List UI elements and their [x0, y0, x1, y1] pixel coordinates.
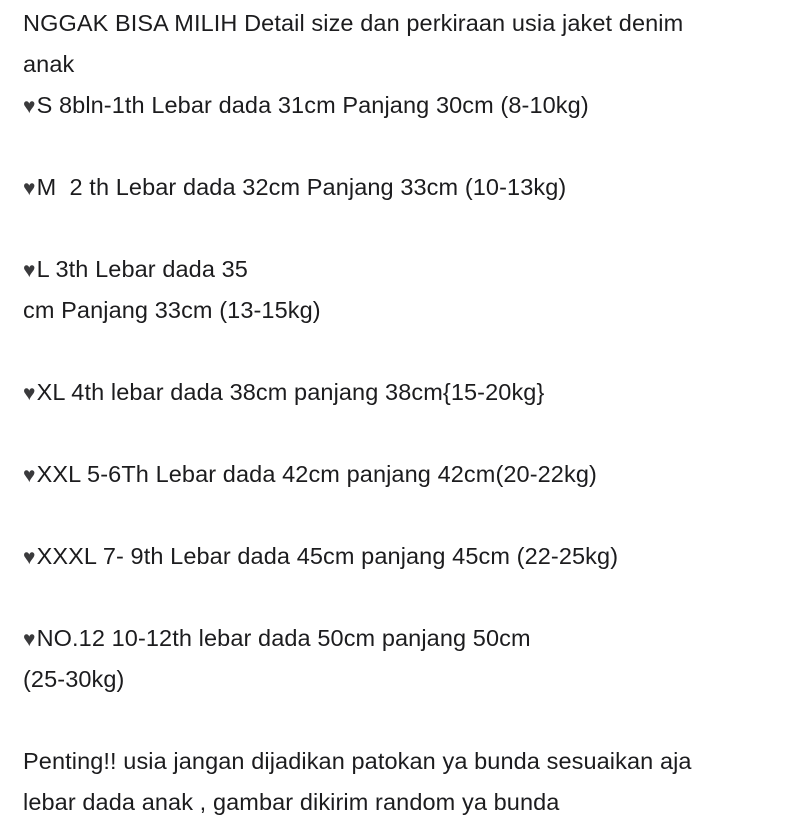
note-line-text: XL 4th lebar dada 38cm panjang 38cm{15-20kg}	[36, 379, 545, 405]
note-line	[23, 372, 783, 413]
blank-line	[23, 577, 783, 618]
heart-icon: ♥	[23, 464, 36, 487]
heart-icon: ♥	[23, 177, 36, 200]
heart-icon: ♥	[23, 546, 36, 569]
note-line-text: S 8bln-1th Lebar dada 31cm Panjang 30cm (8-10kg)	[36, 92, 589, 118]
note-line-text: XXL 5-6Th Lebar dada 42cm panjang 42cm(20-22kg)	[36, 461, 597, 487]
blank-line	[23, 700, 783, 741]
note-line	[23, 167, 783, 208]
note-body	[23, 3, 783, 823]
heart-icon: ♥	[23, 628, 36, 651]
note-line	[23, 85, 783, 126]
blank-line	[23, 495, 783, 536]
heart-icon: ♥	[23, 382, 36, 405]
note-line	[23, 249, 783, 290]
note-line	[23, 290, 783, 331]
note-line	[23, 3, 783, 44]
note-line-text: M 2 th Lebar dada 32cm Panjang 33cm (10-13kg)	[36, 174, 567, 200]
note-line-text: NO.12 10-12th lebar dada 50cm panjang 50cm	[36, 625, 531, 651]
note-line	[23, 741, 783, 782]
note-line-text: cm Panjang 33cm (13-15kg)	[23, 297, 321, 323]
note-line-text: Penting!! usia jangan dijadikan patokan ya bunda sesuaikan aja	[23, 748, 692, 774]
blank-line	[23, 413, 783, 454]
heart-icon: ♥	[23, 95, 36, 118]
note-line	[23, 454, 783, 495]
note-line	[23, 782, 783, 823]
note-line-text: XXXL 7- 9th Lebar dada 45cm panjang 45cm (22-25kg)	[36, 543, 619, 569]
note-line-text: lebar dada anak , gambar dikirim random ya bunda	[23, 789, 560, 815]
note-line	[23, 44, 783, 85]
blank-line	[23, 126, 783, 167]
note-line	[23, 659, 783, 700]
blank-line	[23, 208, 783, 249]
heart-icon: ♥	[23, 259, 36, 282]
note-line-text: anak	[23, 51, 75, 77]
note-line-text: L 3th Lebar dada 35	[36, 256, 248, 282]
blank-line	[23, 331, 783, 372]
note-line	[23, 536, 783, 577]
note-line-text: NGGAK BISA MILIH Detail size dan perkiraan usia jaket denim	[23, 10, 684, 36]
note-line-text: (25-30kg)	[23, 666, 125, 692]
note-line	[23, 618, 783, 659]
